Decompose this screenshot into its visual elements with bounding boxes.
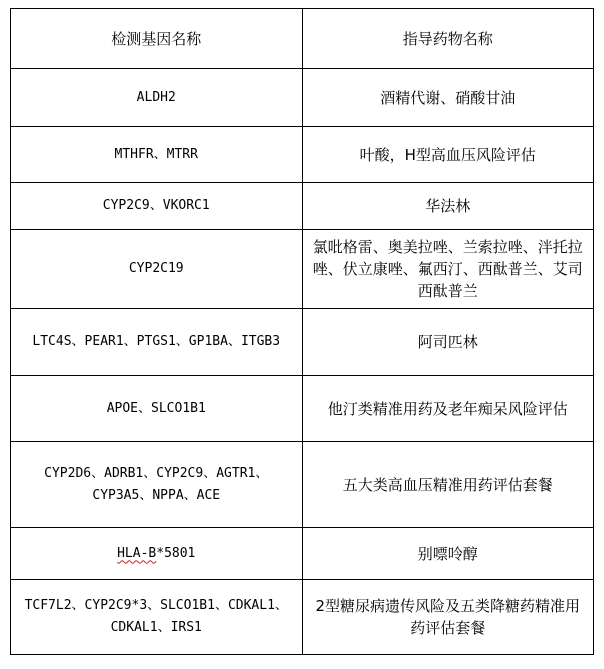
gene-cell: ALDH2 — [11, 69, 303, 127]
table-row — [11, 580, 594, 655]
header-drug-name: 指导药物名称 — [302, 9, 594, 69]
drug-cell: 氯吡格雷、奥美拉唑、兰索拉唑、泮托拉唑、伏立康唑、氟西汀、西酞普兰、艾司西酞普兰 — [302, 230, 594, 309]
gene-spellcheck-underlined-text: HLA-B — [117, 545, 157, 561]
gene-cell: APOE、SLCO1B1 — [11, 376, 303, 442]
drug-cell: 阿司匹林 — [302, 309, 594, 376]
table-row — [11, 183, 594, 230]
drug-cell: 华法林 — [302, 183, 594, 230]
drug-cell: 五大类高血压精准用药评估套餐 — [302, 442, 594, 528]
table-row — [11, 309, 594, 376]
drug-cell: 叶酸，H型高血压风险评估 — [302, 127, 594, 183]
gene-cell: LTC4S、PEAR1、PTGS1、GP1BA、ITGB3 — [11, 309, 303, 376]
gene-cell: CYP2D6、ADRB1、CYP2C9、AGTR1、CYP3A5、NPPA、ACE — [11, 442, 303, 528]
gene-cell — [11, 528, 303, 580]
table-row — [11, 230, 594, 309]
table-row — [11, 528, 594, 580]
drug-cell: 2型糖尿病遗传风险及五类降糖药精准用药评估套餐 — [302, 580, 594, 655]
gene-cell: CYP2C19 — [11, 230, 303, 309]
table-row — [11, 69, 594, 127]
table-row — [11, 127, 594, 183]
gene-drug-table — [10, 8, 594, 655]
drug-cell: 酒精代谢、硝酸甘油 — [302, 69, 594, 127]
table-row — [11, 376, 594, 442]
drug-cell: 他汀类精准用药及老年痴呆风险评估 — [302, 376, 594, 442]
gene-suffix-text: *5801 — [156, 545, 196, 561]
table-header-row — [11, 9, 594, 69]
gene-cell: MTHFR、MTRR — [11, 127, 303, 183]
table-row — [11, 442, 594, 528]
gene-cell: CYP2C9、VKORC1 — [11, 183, 303, 230]
header-gene-name: 检测基因名称 — [11, 9, 303, 69]
drug-cell: 别嘌呤醇 — [302, 528, 594, 580]
gene-cell: TCF7L2、CYP2C9*3、SLCO1B1、CDKAL1、CDKAL1、IRS1 — [11, 580, 303, 655]
